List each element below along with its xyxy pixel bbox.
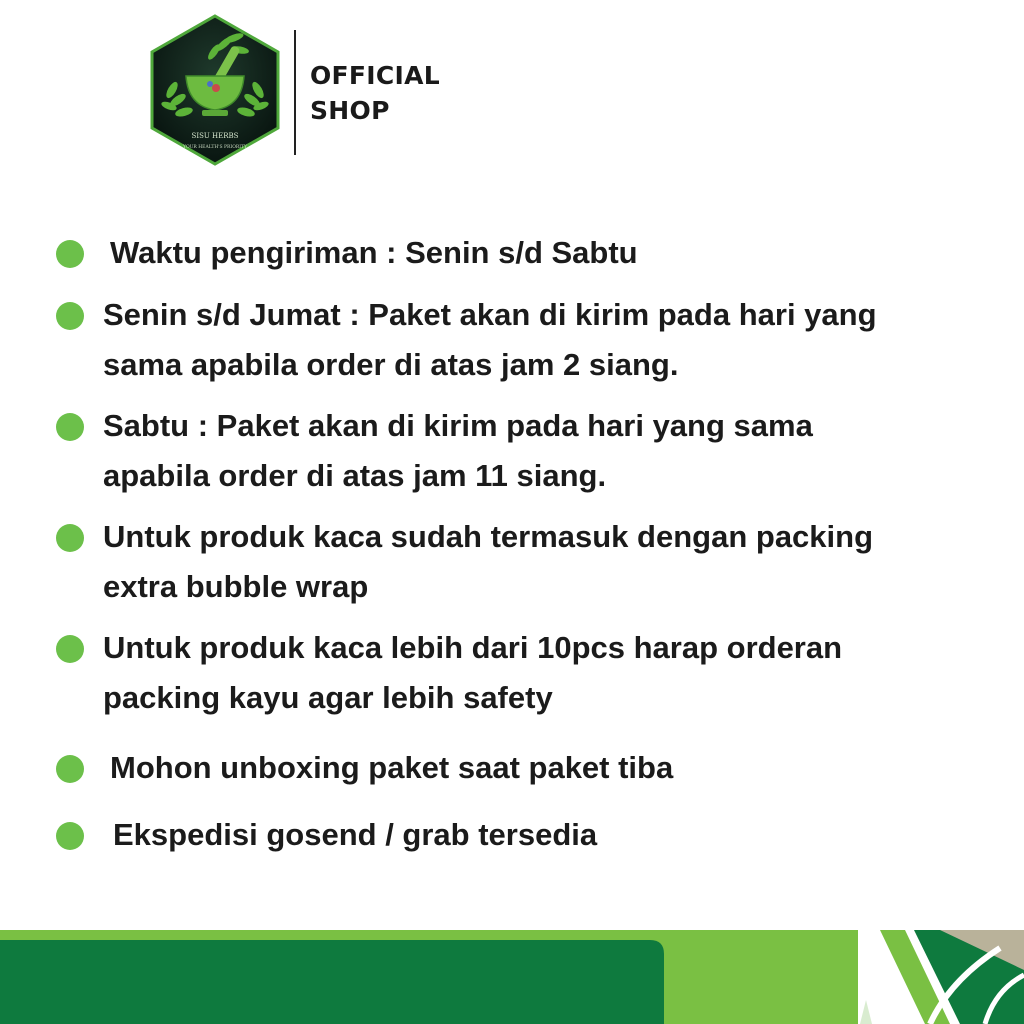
bullet-dot-icon [56, 413, 84, 441]
official-shop-label [310, 58, 440, 128]
brand-tagline: YOUR HEALTH'S PRIORITY [182, 145, 248, 150]
list-item-text: Sabtu : Paket akan di kirim pada hari yang sama [103, 408, 813, 443]
shop-label-line1: OFFICIAL [310, 61, 441, 90]
header-divider [294, 30, 296, 155]
brand-name: SISU HERBS [191, 132, 239, 140]
list-item-text: Untuk produk kaca sudah termasuk dengan packing [103, 519, 874, 554]
bullet-dot-icon [56, 635, 84, 663]
bullet-dot-icon [56, 524, 84, 552]
footer-band [0, 930, 1024, 1024]
list-item-text: Senin s/d Jumat : Paket akan di kirim pada hari yang [103, 297, 877, 332]
bullet-dot-icon [56, 755, 84, 783]
brand-logo [150, 14, 280, 166]
list-item-text: Mohon unboxing paket saat paket tiba [110, 750, 674, 785]
shop-label-line2: SHOP [310, 96, 390, 125]
list-item-text: extra bubble wrap [103, 569, 369, 604]
list-item-text: sama apabila order di atas jam 2 siang. [103, 347, 679, 382]
list-item-text: apabila order di atas jam 11 siang. [103, 458, 607, 493]
bullet-dot-icon [56, 302, 84, 330]
list-item-text: Untuk produk kaca lebih dari 10pcs harap orderan [103, 630, 843, 665]
list-item-text: Waktu pengiriman : Senin s/d Sabtu [110, 235, 638, 270]
bullet-dot-icon [56, 822, 84, 850]
list-item-text: Ekspedisi gosend / grab tersedia [113, 817, 598, 852]
list-item-text: packing kayu agar lebih safety [103, 680, 553, 715]
bullet-dot-icon [56, 240, 84, 268]
